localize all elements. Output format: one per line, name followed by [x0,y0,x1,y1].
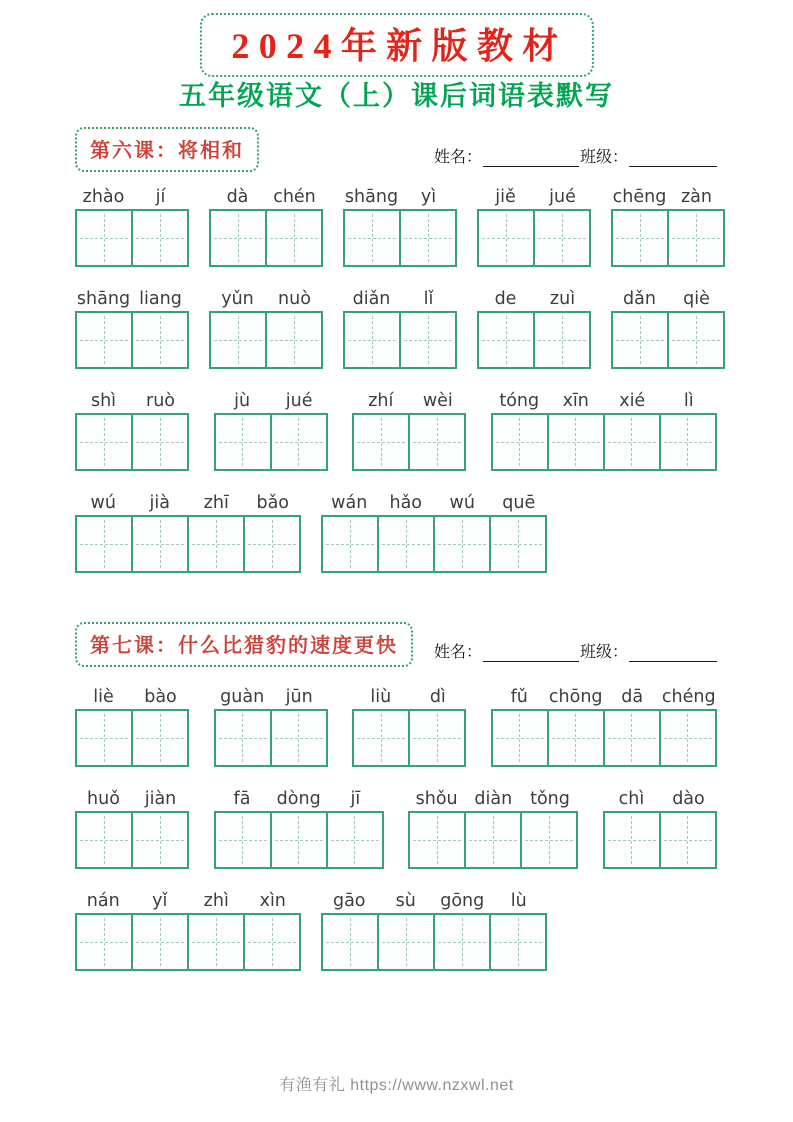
writing-box [75,709,133,767]
writing-box [659,811,717,869]
pinyin-syllable: chēng [612,187,667,207]
page-subtitle: 五年级语文（上）课后词语表默写 [179,81,614,111]
word-row [75,288,717,369]
word-group [209,288,323,369]
pinyin-syllable: yǔn [221,289,254,309]
section-lesson-7 [75,622,717,992]
boxes-row [491,413,717,471]
pinyin-syllable: jí [155,187,166,207]
pinyin-syllable: wèi [422,391,453,411]
pinyin-row [75,390,189,412]
class-blank-line [629,646,717,662]
word-group [408,788,578,869]
pinyin-syllable: chì [618,789,645,809]
name-blank-line [483,646,579,662]
pinyin-row [321,890,547,912]
writing-box [408,413,466,471]
pinyin-row [321,492,547,514]
pinyin-syllable: zhì [203,891,229,911]
word-group [75,788,189,869]
writing-box [187,515,245,573]
writing-box [352,709,410,767]
writing-box [75,811,133,869]
boxes-row [75,811,189,869]
writing-box [659,413,717,471]
pinyin-syllable: lù [510,891,527,911]
boxes-row [343,209,457,267]
boxes-row [75,913,301,971]
pinyin-syllable: wú [90,493,116,513]
class-label: 班级： [579,149,628,166]
pinyin-syllable: zhào [82,187,125,207]
pinyin-row [352,686,466,708]
writing-box [343,311,401,369]
lesson-heading-box [75,127,259,172]
pinyin-row [477,288,591,310]
boxes-row [214,811,384,869]
pinyin-row [491,390,717,412]
boxes-row [321,913,547,971]
pinyin-syllable: tǒng [530,789,570,809]
writing-box [477,209,535,267]
word-group [321,890,547,971]
writing-box [270,811,328,869]
pinyin-syllable: dà [226,187,249,207]
pinyin-syllable: jué [549,187,576,207]
boxes-row [343,311,457,369]
pinyin-row [75,186,189,208]
word-group [352,390,466,471]
writing-box [408,811,466,869]
word-row [75,686,717,767]
pinyin-syllable: zàn [680,187,712,207]
boxes-row [611,311,725,369]
pinyin-syllable: chéng [661,687,716,707]
boxes-row [491,709,717,767]
pinyin-syllable: dì [429,687,446,707]
pinyin-syllable: gāo [332,891,366,911]
pinyin-syllable: wán [331,493,368,513]
pinyin-row [343,186,457,208]
class-blank-line [629,151,717,167]
pinyin-syllable: de [494,289,517,309]
pinyin-row [75,788,189,810]
pinyin-row [352,390,466,412]
writing-box [243,913,301,971]
pinyin-syllable: chén [273,187,316,207]
boxes-row [352,709,466,767]
writing-box [187,913,245,971]
word-group [477,186,591,267]
pinyin-syllable: fǔ [510,687,528,707]
word-group [75,890,301,971]
writing-box [75,913,133,971]
pinyin-syllable: xìn [259,891,286,911]
pinyin-row [477,186,591,208]
writing-box [321,913,379,971]
word-group [603,788,717,869]
pinyin-syllable: jiě [495,187,516,207]
boxes-row [75,311,189,369]
pinyin-syllable: shāng [344,187,399,207]
writing-box [533,311,591,369]
boxes-row [477,311,591,369]
boxes-row [75,209,189,267]
writing-box [326,811,384,869]
pinyin-syllable: lì [683,391,694,411]
word-group [321,492,547,573]
pinyin-syllable: dòng [276,789,321,809]
boxes-row [477,209,591,267]
pinyin-syllable: nuò [278,289,311,309]
writing-box [489,515,547,573]
writing-box [520,811,578,869]
pinyin-row [75,686,189,708]
pinyin-syllable: zhī [203,493,229,513]
word-group [491,390,717,471]
pinyin-syllable: jià [149,493,170,513]
title-box [199,13,593,77]
pinyin-syllable: yì [420,187,437,207]
writing-box [131,515,189,573]
word-group [352,686,466,767]
boxes-row [214,709,328,767]
pinyin-syllable: dào [672,789,705,809]
writing-box [214,413,272,471]
writing-box [209,209,267,267]
writing-box [408,709,466,767]
pinyin-syllable: tóng [499,391,540,411]
word-row [75,890,717,971]
pinyin-row [408,788,578,810]
writing-box [75,209,133,267]
name-label: 姓名： [433,149,482,166]
writing-box [131,913,189,971]
writing-box [491,413,549,471]
pinyin-syllable: xié [619,391,646,411]
pinyin-syllable: bào [144,687,177,707]
word-group [343,186,457,267]
lesson-heading: 第七课：什么比猎豹的速度更快 [90,635,398,657]
pinyin-row [214,788,384,810]
page-title: 2024年新版教材 [231,26,568,66]
writing-box [131,209,189,267]
word-group [491,686,717,767]
section-header [75,622,717,667]
boxes-row [408,811,578,869]
pinyin-syllable: hǎo [389,493,423,513]
pinyin-syllable: liang [139,289,182,309]
pinyin-syllable: zuì [549,289,576,309]
pinyin-row [75,492,301,514]
pinyin-syllable: shì [90,391,117,411]
pinyin-syllable: nán [86,891,120,911]
pinyin-syllable: diǎn [352,289,391,309]
boxes-row [321,515,547,573]
writing-box [265,209,323,267]
name-class-fields [434,144,717,172]
pinyin-syllable: guàn [220,687,265,707]
writing-box [352,413,410,471]
word-group [75,492,301,573]
word-grid-rows [75,686,717,971]
writing-box [667,209,725,267]
pinyin-syllable: sù [395,891,416,911]
writing-box [75,413,133,471]
writing-box [433,913,491,971]
boxes-row [75,709,189,767]
word-row [75,788,717,869]
lesson-heading: 第六课：将相和 [90,140,244,162]
pinyin-syllable: yǐ [152,891,168,911]
writing-box [547,413,605,471]
pinyin-syllable: jué [285,391,313,411]
word-group [214,788,384,869]
writing-box [399,311,457,369]
pinyin-syllable: jūn [285,687,313,707]
word-group [477,288,591,369]
writing-box [547,709,605,767]
boxes-row [209,311,323,369]
writing-box [265,311,323,369]
pinyin-syllable: xīn [562,391,589,411]
boxes-row [603,811,717,869]
word-group [75,186,189,267]
word-row [75,186,717,267]
pinyin-syllable: shǒu [415,789,458,809]
writing-box [489,913,547,971]
pinyin-syllable: liè [93,687,114,707]
pinyin-row [611,288,725,310]
writing-box [603,709,661,767]
writing-box [131,413,189,471]
writing-box [270,709,328,767]
pinyin-row [209,186,323,208]
writing-box [603,811,661,869]
word-grid-rows [75,186,717,573]
boxes-row [75,515,301,573]
writing-box [491,709,549,767]
writing-box [433,515,491,573]
footer-credit: 有渔有礼 https://www.nzxwl.net [279,1077,514,1094]
writing-box [377,913,435,971]
pinyin-syllable: bǎo [256,493,290,513]
class-label: 班级： [579,644,628,661]
pinyin-row [209,288,323,310]
writing-box [464,811,522,869]
pinyin-row [343,288,457,310]
pinyin-row [214,390,328,412]
pinyin-row [611,186,725,208]
writing-box [214,811,272,869]
pinyin-syllable: shāng [76,289,131,309]
word-group [214,390,328,471]
pinyin-syllable: jī [350,789,361,809]
writing-box [214,709,272,767]
pinyin-syllable: liù [370,687,392,707]
pinyin-syllable: wú [449,493,475,513]
writing-box [611,209,669,267]
writing-box [611,311,669,369]
pinyin-syllable: ruò [146,391,175,411]
pinyin-syllable: quē [502,493,536,513]
writing-box [131,311,189,369]
word-group [75,390,189,471]
pinyin-syllable: qiè [683,289,710,309]
pinyin-syllable: jù [234,391,251,411]
writing-box [321,515,379,573]
boxes-row [214,413,328,471]
word-group [214,686,328,767]
pinyin-syllable: diàn [474,789,513,809]
word-group [209,186,323,267]
writing-box [377,515,435,573]
writing-box [75,515,133,573]
pinyin-syllable: dǎn [623,289,656,309]
writing-box [343,209,401,267]
name-class-fields [434,639,717,667]
pinyin-row [491,686,717,708]
boxes-row [209,209,323,267]
writing-box [209,311,267,369]
writing-box [659,709,717,767]
writing-box [477,311,535,369]
pinyin-syllable: zhí [368,391,394,411]
section-lesson-6 [75,127,717,594]
writing-box [131,709,189,767]
word-group [611,186,725,267]
pinyin-syllable: huǒ [87,789,120,809]
word-group [343,288,457,369]
word-row [75,390,717,471]
pinyin-row [603,788,717,810]
name-blank-line [483,151,579,167]
pinyin-row [214,686,328,708]
pinyin-row [75,288,189,310]
boxes-row [75,413,189,471]
pinyin-syllable: gōng [440,891,485,911]
pinyin-syllable: chōng [548,687,603,707]
writing-box [603,413,661,471]
writing-box [533,209,591,267]
word-group [75,686,189,767]
pinyin-syllable: fā [233,789,251,809]
pinyin-syllable: jiàn [144,789,177,809]
pinyin-row [75,890,301,912]
section-header [75,127,717,172]
writing-box [270,413,328,471]
writing-box [243,515,301,573]
word-group [611,288,725,369]
word-group [75,288,189,369]
pinyin-syllable: lǐ [423,289,434,309]
writing-box [667,311,725,369]
word-row [75,492,717,573]
writing-box [399,209,457,267]
writing-box [131,811,189,869]
pinyin-syllable: dā [621,687,644,707]
name-label: 姓名： [433,644,482,661]
writing-box [75,311,133,369]
boxes-row [611,209,725,267]
boxes-row [352,413,466,471]
lesson-heading-box [75,622,413,667]
